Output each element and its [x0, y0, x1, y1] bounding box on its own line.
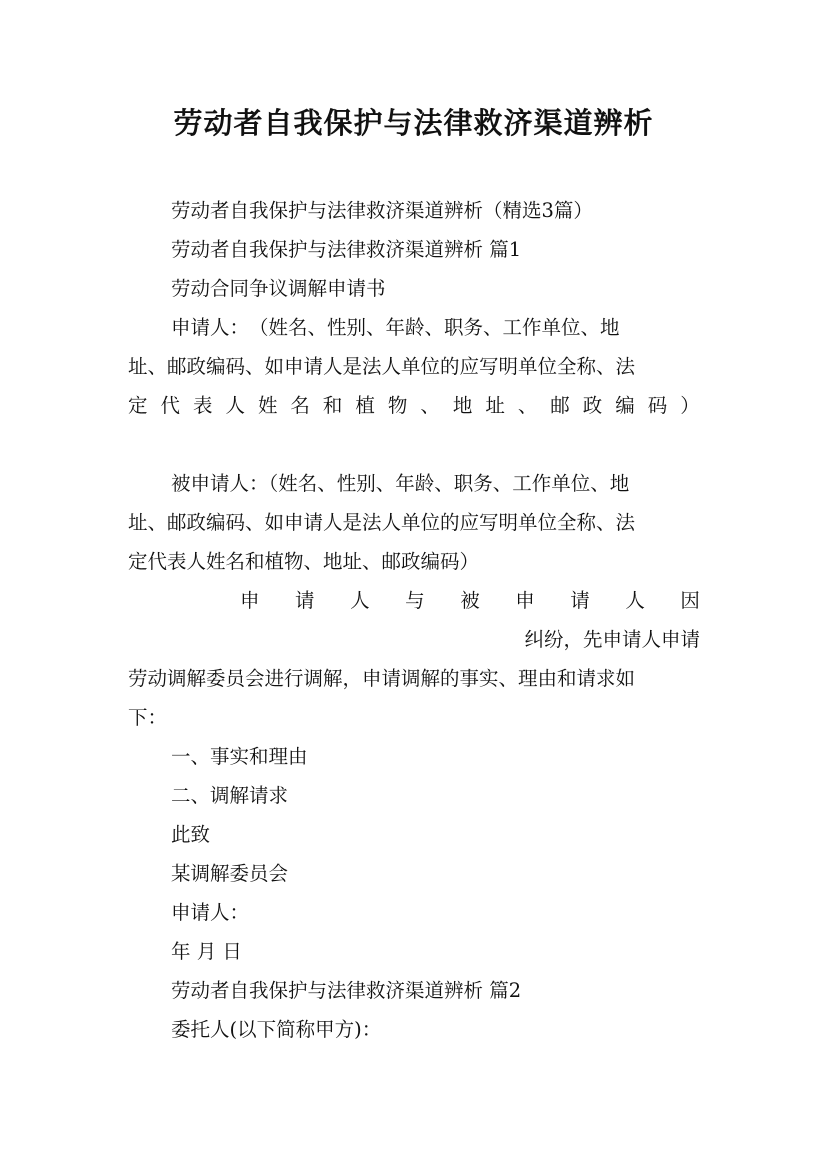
respondent-line-3: 定代表人姓名和植物、地址、邮政编码）: [128, 550, 480, 573]
applicant-char: 编: [615, 394, 635, 417]
dispute-char: 人: [350, 589, 370, 612]
subtitle-line: 劳动者自我保护与法律救济渠道辨析（精选3篇）: [171, 199, 593, 222]
recipient-line: 某调解委员会: [171, 862, 289, 885]
document-title: 劳动者自我保护与法律救济渠道辨析: [173, 106, 654, 140]
dispute-char: 请: [570, 589, 590, 612]
part2-heading: 劳动者自我保护与法律救济渠道辨析 篇2: [171, 979, 522, 1002]
applicant-char: 定: [128, 394, 148, 417]
applicant-char: 政: [582, 394, 603, 417]
dispute-line-4: 下：: [128, 706, 168, 729]
section-facts-reasons: 一、事实和理由: [171, 745, 308, 768]
dispute-char: 与: [405, 589, 425, 612]
date-label: 年 月 日: [171, 940, 242, 963]
dispute-char: 申: [515, 589, 535, 612]
applicant-char: 表: [192, 394, 213, 417]
document-body: [128, 191, 700, 1049]
applicant-char: 名: [290, 394, 310, 417]
section-mediation-request: 二、调解请求: [171, 784, 289, 807]
dispute-line-3: 劳动调解委员会进行调解，申请调解的事实、理由和请求如: [128, 667, 636, 690]
part1-heading: 劳动者自我保护与法律救济渠道辨析 篇1: [171, 238, 522, 261]
applicant-char: 、: [420, 394, 440, 417]
applicant-char: 和: [322, 394, 343, 417]
applicant-char: 、: [517, 394, 538, 417]
applicant-char: 邮: [550, 394, 570, 417]
applicant-line-1: 申请人： （姓名、性别、年龄、职务、工作单位、地: [171, 316, 620, 339]
form-title: 劳动合同争议调解申请书: [171, 277, 386, 300]
dispute-char: 因: [680, 589, 700, 612]
entrust-line: 委托人(以下简称甲方)：: [171, 1018, 382, 1041]
applicant-char: 人: [225, 394, 245, 417]
respondent-line-2: 址、邮政编码、如申请人是法人单位的应写明单位全称、法: [128, 511, 636, 534]
dispute-char: 人: [625, 589, 645, 612]
dispute-line-1: [128, 581, 700, 620]
applicant-line-3: [128, 386, 700, 425]
applicant-char: ）: [680, 394, 700, 417]
applicant-line-2: 址、邮政编码、如申请人是法人单位的应写明单位全称、法: [128, 355, 636, 378]
dispute-line-2: 纠纷，先申请人申请: [524, 628, 700, 651]
dispute-char: 被: [460, 589, 480, 612]
applicant-char: 物: [387, 394, 408, 417]
closing-salutation: 此致: [171, 823, 211, 846]
signature-label: 申请人：: [171, 901, 250, 924]
dispute-char: 申: [240, 589, 260, 612]
applicant-char: 代: [160, 394, 180, 417]
dispute-char: 请: [295, 589, 315, 612]
respondent-line-1: 被申请人：（姓名、性别、年龄、职务、工作单位、地: [171, 472, 630, 495]
applicant-char: 码: [647, 394, 668, 417]
applicant-char: 地: [452, 394, 473, 417]
applicant-char: 植: [355, 394, 375, 417]
applicant-char: 址: [485, 394, 505, 417]
blank-line: [128, 425, 700, 464]
applicant-char: 姓: [257, 394, 278, 417]
